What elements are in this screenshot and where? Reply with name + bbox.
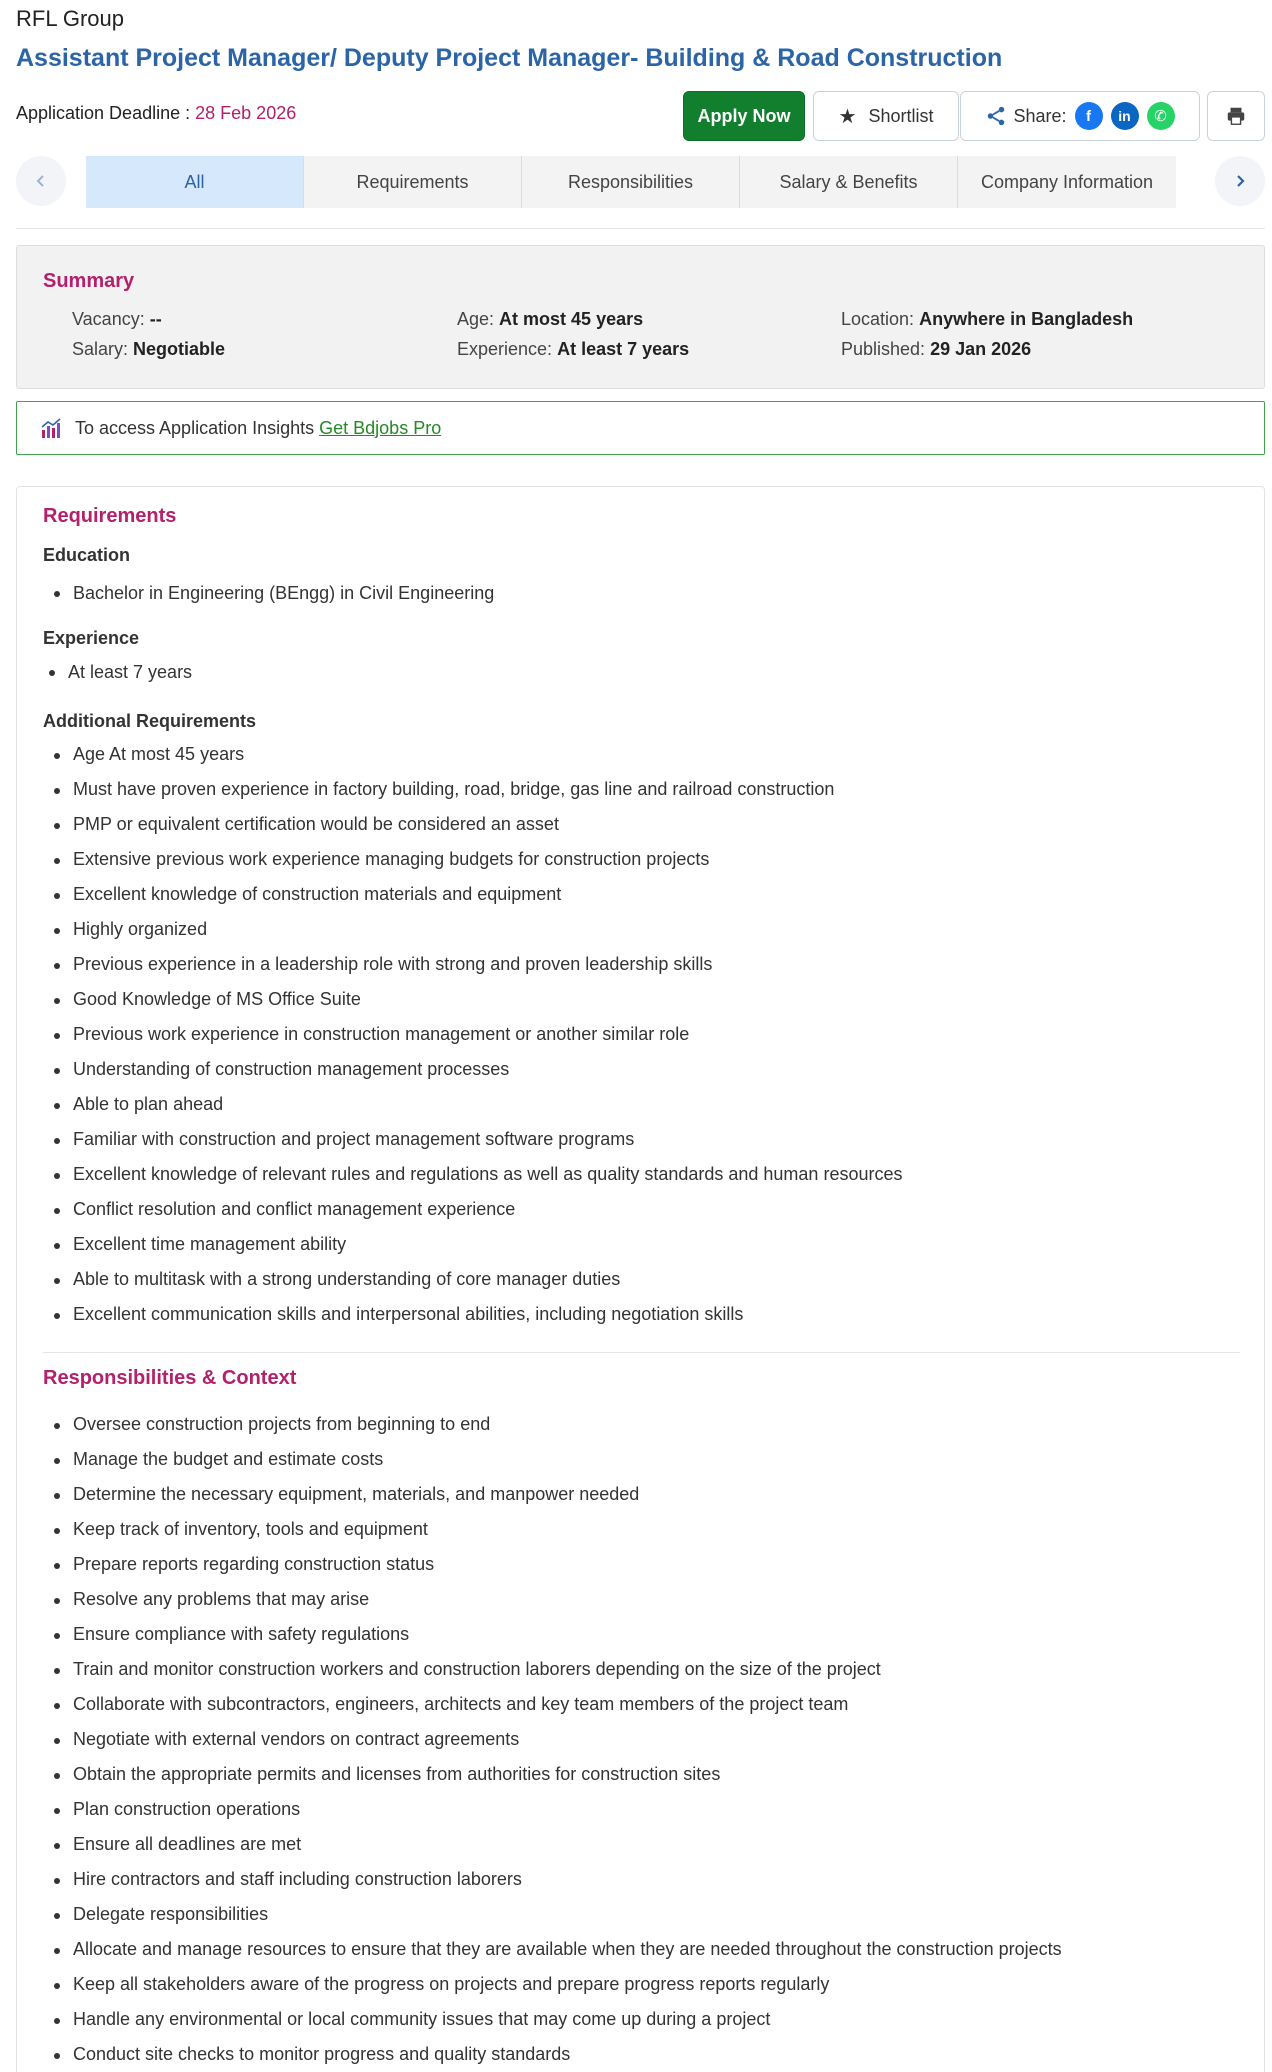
deadline-date: 28 Feb 2026 — [195, 103, 297, 123]
experience-label: Experience: — [457, 339, 553, 359]
list-item: Must have proven experience in factory building, road, bridge, gas line and railroad construction — [43, 772, 902, 807]
list-item: Excellent knowledge of relevant rules and regulations as well as quality standards and human resources — [43, 1157, 902, 1192]
additional-requirements-list — [43, 737, 902, 1332]
share-label: Share: — [1013, 105, 1067, 126]
education-heading: Education — [43, 545, 131, 565]
job-title: Assistant Project Manager/ Deputy Project Manager- Building & Road Construction — [16, 44, 1003, 72]
vacancy-value: -- — [149, 309, 162, 329]
application-deadline — [16, 103, 296, 124]
list-item: Train and monitor construction workers and construction laborers depending on the size of the project — [43, 1652, 1062, 1687]
list-item: Obtain the appropriate permits and licenses from authorities for construction sites — [43, 1757, 1062, 1792]
summary-published — [841, 339, 1031, 360]
tabs-prev-button[interactable] — [16, 156, 66, 206]
salary-value: Negotiable — [133, 339, 226, 359]
shortlist-label: Shortlist — [868, 105, 934, 126]
section-tabs — [16, 156, 1265, 208]
list-item: Ensure all deadlines are met — [43, 1827, 1062, 1862]
list-item: Familiar with construction and project management software programs — [43, 1122, 902, 1157]
additional-requirements-heading: Additional Requirements — [43, 711, 257, 731]
list-item: Excellent knowledge of construction materials and equipment — [43, 877, 902, 912]
chevron-right-icon — [1232, 173, 1248, 189]
tab-company-information[interactable]: Company Information — [958, 156, 1176, 208]
list-item: Age At most 45 years — [43, 737, 902, 772]
list-item: Negotiate with external vendors on contract agreements — [43, 1722, 1062, 1757]
print-button[interactable] — [1207, 91, 1265, 141]
location-label: Location: — [841, 309, 915, 329]
divider — [16, 228, 1265, 229]
list-item: Good Knowledge of MS Office Suite — [43, 982, 902, 1017]
list-item: At least 7 years — [38, 655, 192, 689]
list-item: Highly organized — [43, 912, 902, 947]
list-item: Previous experience in a leadership role with strong and proven leadership skills — [43, 947, 902, 982]
experience-list — [38, 655, 192, 689]
list-item: Allocate and manage resources to ensure that they are available when they are needed throughout the construction projects — [43, 1932, 1062, 1967]
summary-salary — [72, 339, 225, 360]
facebook-icon[interactable]: f — [1075, 102, 1103, 130]
list-item: Resolve any problems that may arise — [43, 1582, 1062, 1617]
list-item: Excellent time management ability — [43, 1227, 902, 1262]
share-box — [960, 91, 1200, 141]
tabs-next-button[interactable] — [1215, 156, 1265, 206]
star-icon: ★ — [838, 105, 857, 128]
published-value: 29 Jan 2026 — [930, 339, 1032, 359]
list-item: Oversee construction projects from beginning to end — [43, 1407, 1062, 1442]
list-item: Plan construction operations — [43, 1792, 1062, 1827]
list-item: Previous work experience in construction management or another similar role — [43, 1017, 902, 1052]
published-label: Published: — [841, 339, 926, 359]
list-item: Extensive previous work experience managing budgets for construction projects — [43, 842, 902, 877]
list-item: Able to multitask with a strong understanding of core manager duties — [43, 1262, 902, 1297]
list-item: Conduct site checks to monitor progress and quality standards — [43, 2037, 1062, 2072]
summary-location — [841, 309, 1133, 330]
list-item: Delegate responsibilities — [43, 1897, 1062, 1932]
list-item: Keep track of inventory, tools and equipment — [43, 1512, 1062, 1547]
age-value: At most 45 years — [499, 309, 644, 329]
list-item: Handle any environmental or local community issues that may come up during a project — [43, 2002, 1062, 2037]
apply-now-button[interactable]: Apply Now — [683, 91, 805, 141]
list-item: Hire contractors and staff including construction laborers — [43, 1862, 1062, 1897]
summary-experience — [457, 339, 689, 360]
printer-icon — [1225, 105, 1247, 127]
tab-salary-benefits[interactable]: Salary & Benefits — [740, 156, 958, 208]
section-divider — [43, 1352, 1240, 1353]
list-item: Conflict resolution and conflict management experience — [43, 1192, 902, 1227]
summary-title: Summary — [43, 270, 135, 292]
company-name[interactable]: RFL Group — [16, 6, 125, 31]
insights-chart-icon — [39, 416, 63, 440]
list-item: Understanding of construction management processes — [43, 1052, 902, 1087]
list-item: Able to plan ahead — [43, 1087, 902, 1122]
job-content-panel — [16, 486, 1265, 2072]
list-item: Collaborate with subcontractors, engineers, architects and key team members of the project team — [43, 1687, 1062, 1722]
education-list — [43, 575, 494, 611]
summary-age — [457, 309, 643, 330]
list-item: Ensure compliance with safety regulations — [43, 1617, 1062, 1652]
requirements-title: Requirements — [43, 505, 177, 527]
tab-responsibilities[interactable]: Responsibilities — [522, 156, 740, 208]
deadline-label: Application Deadline : — [16, 103, 191, 123]
age-label: Age: — [457, 309, 495, 329]
tab-requirements[interactable]: Requirements — [304, 156, 522, 208]
tab-all[interactable]: All — [86, 156, 304, 208]
salary-label: Salary: — [72, 339, 129, 359]
location-value: Anywhere in Bangladesh — [919, 309, 1134, 329]
summary-panel — [16, 245, 1265, 389]
list-item: Bachelor in Engineering (BEngg) in Civil Engineering — [43, 575, 494, 611]
list-item: Manage the budget and estimate costs — [43, 1442, 1062, 1477]
list-item: PMP or equivalent certification would be considered an asset — [43, 807, 902, 842]
experience-value: At least 7 years — [557, 339, 690, 359]
list-item: Prepare reports regarding construction status — [43, 1547, 1062, 1582]
linkedin-icon[interactable]: in — [1111, 102, 1139, 130]
share-icon — [985, 105, 1007, 127]
whatsapp-icon[interactable]: ✆ — [1147, 102, 1175, 130]
list-item: Determine the necessary equipment, materials, and manpower needed — [43, 1477, 1062, 1512]
insights-text: To access Application Insights — [75, 417, 315, 438]
list-item: Keep all stakeholders aware of the progress on projects and prepare progress reports regularly — [43, 1967, 1062, 2002]
responsibilities-title: Responsibilities & Context — [43, 1367, 297, 1389]
get-bdjobs-pro-link[interactable]: Get Bdjobs Pro — [319, 417, 442, 438]
responsibilities-list — [43, 1407, 1062, 2072]
application-insights-banner — [16, 401, 1265, 455]
experience-heading: Experience — [43, 628, 140, 648]
list-item: Excellent communication skills and interpersonal abilities, including negotiation skills — [43, 1297, 902, 1332]
vacancy-label: Vacancy: — [72, 309, 145, 329]
chevron-left-icon — [33, 173, 49, 189]
summary-vacancy — [72, 309, 162, 330]
shortlist-button[interactable] — [813, 91, 959, 141]
